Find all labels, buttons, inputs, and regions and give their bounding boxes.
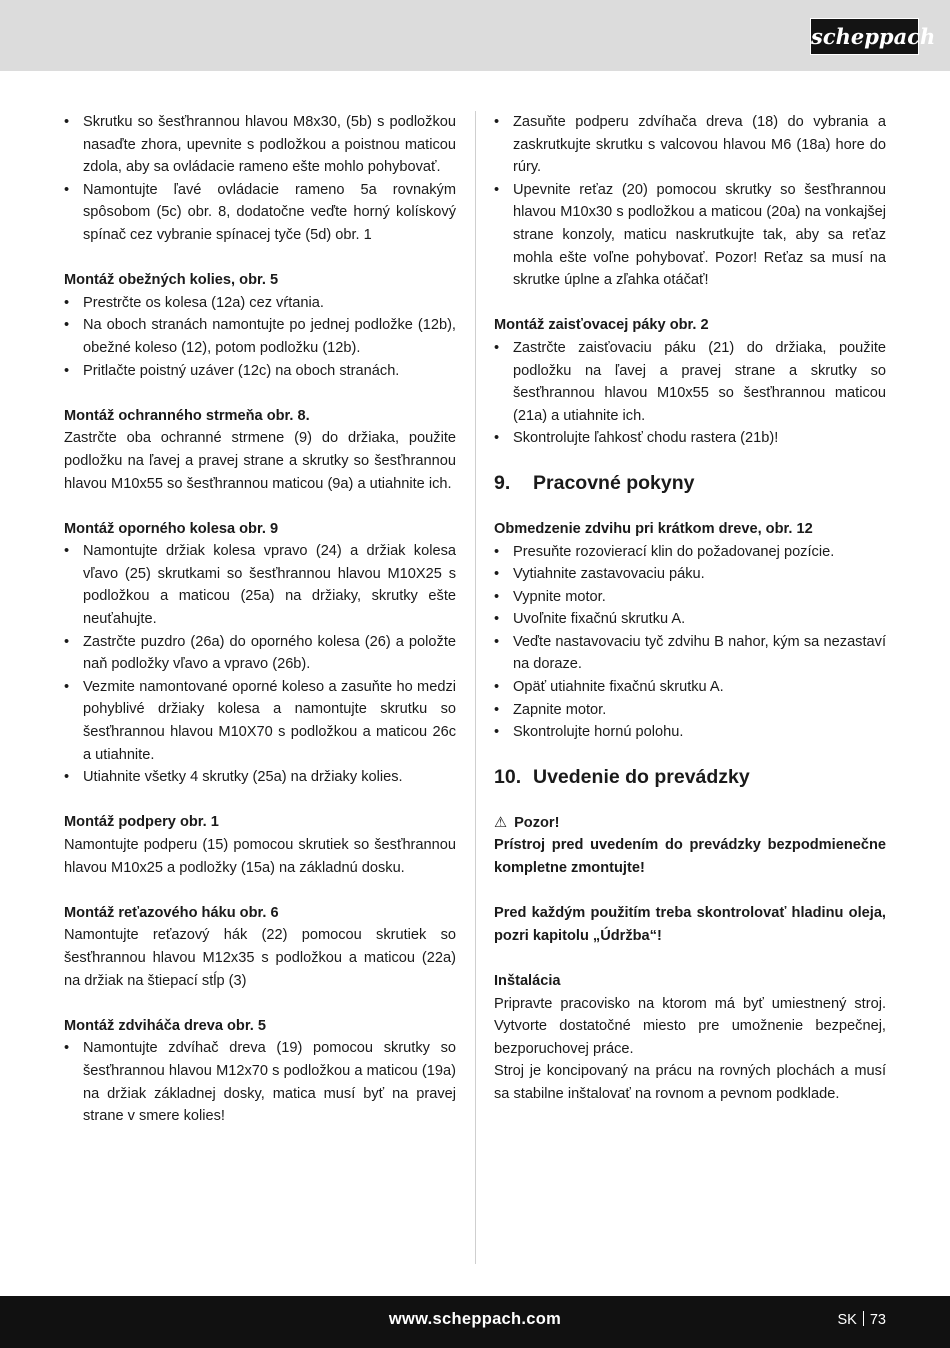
- section-heading: Montáž reťazového háku obr. 6: [64, 904, 279, 921]
- chapter-number: 9.: [494, 471, 511, 494]
- paragraph: Stroj je koncipovaný na prácu na rovných plochách a musí sa stabilne inštalovať na rovnom a pevnom podklade.: [494, 1063, 886, 1102]
- list-item: • Skontrolujte hornú polohu.: [494, 721, 886, 744]
- list-item: • Zapnite motor.: [494, 699, 886, 722]
- paragraph: Zastrčte oba ochranné strmene (9) do držiaka, použite podložku na ľavej a pravej strane a skrutky so šesťhrannou hlavou M10x55 so šesťhrannou maticou (9a) a utiahnite ich.: [64, 430, 456, 492]
- bullet-list: [494, 337, 886, 450]
- bullet-list: [64, 540, 456, 789]
- chapter-title: Pracovné pokyny: [533, 471, 695, 494]
- list-item: • Presuňte rozovierací klin do požadovanej pozície.: [494, 541, 886, 564]
- list-item: • Veďte nastavovaciu tyč zdvihu B nahor, kým sa nezastaví na doraze.: [494, 631, 886, 676]
- list-item: • Utiahnite všetky 4 skrutky (25a) na držiaky kolies.: [64, 766, 456, 789]
- footer-band: [0, 1296, 950, 1348]
- list-item: • Vytiahnite zastavovaciu páku.: [494, 563, 886, 586]
- list-item: • Skontrolujte ľahkosť chodu rastera (21b)!: [494, 427, 886, 450]
- chapter-heading: [494, 764, 886, 790]
- header-band: [0, 0, 950, 71]
- page-number: 73: [869, 1312, 886, 1328]
- section-heading: Montáž podpery obr. 1: [64, 814, 219, 831]
- list-item: • Pritlačte poistný uzáver (12c) na oboch stranách.: [64, 360, 456, 383]
- language-code: SK: [837, 1312, 857, 1328]
- chapter-number: 10.: [494, 765, 522, 788]
- list-item: • Namontujte zdvíhač dreva (19) pomocou skrutky so šesťhrannou hlavou M12x70 s podložkou a maticou (19a) na držiak základnej dosky, matica musí byť na pravej strane v smere kolies!: [64, 1037, 456, 1127]
- list-item: • Na oboch stranách namontujte po jednej podložke (12b), obežné koleso (12), potom podložku (12b).: [64, 314, 456, 359]
- warning-text: Prístroj pred uvedením do prevádzky bezpodmienečne kompletne zmontujte!: [494, 837, 886, 877]
- bold-paragraph: Pred každým použitím treba skontrolovať hladinu oleja, pozri kapitolu „Údržba“!: [494, 905, 886, 944]
- bullet-list: [64, 1037, 456, 1127]
- list-item: • Zastrčte zaisťovaciu páku (21) do držiaka, použite podložku na ľavej a pravej strane a skrutky so šesťhrannou hlavou M10x55 so šesťhrannou maticou (21a) a utiahnite ich.: [494, 337, 886, 427]
- warning-label: [494, 812, 886, 835]
- bullet-list: [64, 292, 456, 382]
- chapter-title: Uvedenie do prevádzky: [533, 765, 750, 788]
- website-url: www.scheppach.com: [388, 1310, 562, 1328]
- section-heading: Inštalácia: [494, 973, 561, 989]
- list-item: • Upevnite reťaz (20) pomocou skrutky so šesťhrannou hlavou M10x30 s podložkou a maticou (20a) na vonkajšej strane konzoly, maticu naskrutkujte tak, aby sa reťaz mohla ešte voľne pohybovať. Pozor! Reťaz sa musí na skrutke úplne a zľahka otáčať!: [494, 179, 886, 292]
- section-heading: Montáž oporného kolesa obr. 9: [64, 520, 279, 537]
- brand-logo: scheppach: [810, 18, 919, 55]
- paragraph: Namontujte reťazový hák (22) pomocou skrutiek so šesťhrannou hlavou M12x35 s podložkou a maticou (22a) na držiak na štiepací stĺp (3): [64, 927, 456, 989]
- right-column: [494, 111, 886, 1106]
- list-item: • Opäť utiahnite fixačnú skrutku A.: [494, 676, 886, 699]
- page-indicator: [838, 1311, 886, 1328]
- section-heading: Montáž ochranného strmeňa obr. 8.: [64, 407, 310, 424]
- list-item: • Vypnite motor.: [494, 586, 886, 609]
- chapter-heading: [494, 470, 886, 496]
- section-heading: Montáž zaisťovacej páky obr. 2: [494, 317, 709, 334]
- list-item: • Namontujte ľavé ovládacie rameno 5a rovnakým spôsobom (5c) obr. 8, dodatočne veďte horný kolískový spínač cez vybranie spínacej tyče (5d) obr. 1: [64, 179, 456, 247]
- bullet-list: [494, 541, 886, 744]
- list-item: • Zasuňte podperu zdvíhača dreva (18) do vybrania a zaskrutkujte skrutku s valcovou hlavou M6 (18a) hore do rúry.: [494, 111, 886, 179]
- warning-label-text: Pozor!: [514, 814, 560, 831]
- left-column: [64, 111, 456, 1128]
- bullet-list: [494, 111, 886, 292]
- list-item: • Zastrčte puzdro (26a) do oporného kolesa (26) a položte naň podložky vľavo a vpravo (26b).: [64, 631, 456, 676]
- section-heading: Montáž obežných kolies, obr. 5: [64, 272, 279, 289]
- warning-triangle-icon: ⚠: [494, 814, 508, 831]
- section-heading: Obmedzenie zdvihu pri krátkom dreve, obr. 12: [494, 520, 813, 537]
- list-item: • Skrutku so šesťhrannou hlavou M8x30, (5b) s podložkou nasaďte zhora, upevnite s podložkou a poistnou maticou zdola, aby sa ovládacie rameno ešte mohlo pohybovať.: [64, 111, 456, 179]
- bullet-list: [64, 111, 456, 247]
- list-item: • Prestrčte os kolesa (12a) cez vŕtania.: [64, 292, 456, 315]
- column-divider: [475, 111, 476, 1264]
- list-item: • Uvoľnite fixačnú skrutku A.: [494, 608, 886, 631]
- list-item: • Vezmite namontované oporné koleso a zasuňte ho medzi pohyblivé držiaky kolesa a namontujte skrutku so šesťhrannou hlavou M10X70 s podložkou a maticou 26c a utiahnite.: [64, 676, 456, 766]
- section-heading: Montáž zdviháča dreva obr. 5: [64, 1017, 266, 1034]
- paragraph: Namontujte podperu (15) pomocou skrutiek so šesťhrannou hlavou M10x25 a podložky (15a) na základnú dosku.: [64, 837, 456, 876]
- paragraph: Pripravte pracovisko na ktorom má byť umiestnený stroj. Vytvorte dostatočné miesto pre umožnenie bezpečnej, bezporuchovej práce.: [494, 995, 886, 1057]
- list-item: • Namontujte držiak kolesa vpravo (24) a držiak kolesa vľavo (25) skrutkami so šesťhrannou hlavou M10X25 s podložkou a maticou (25a) na držiaky, skrutky ešte neuťahujte.: [64, 540, 456, 630]
